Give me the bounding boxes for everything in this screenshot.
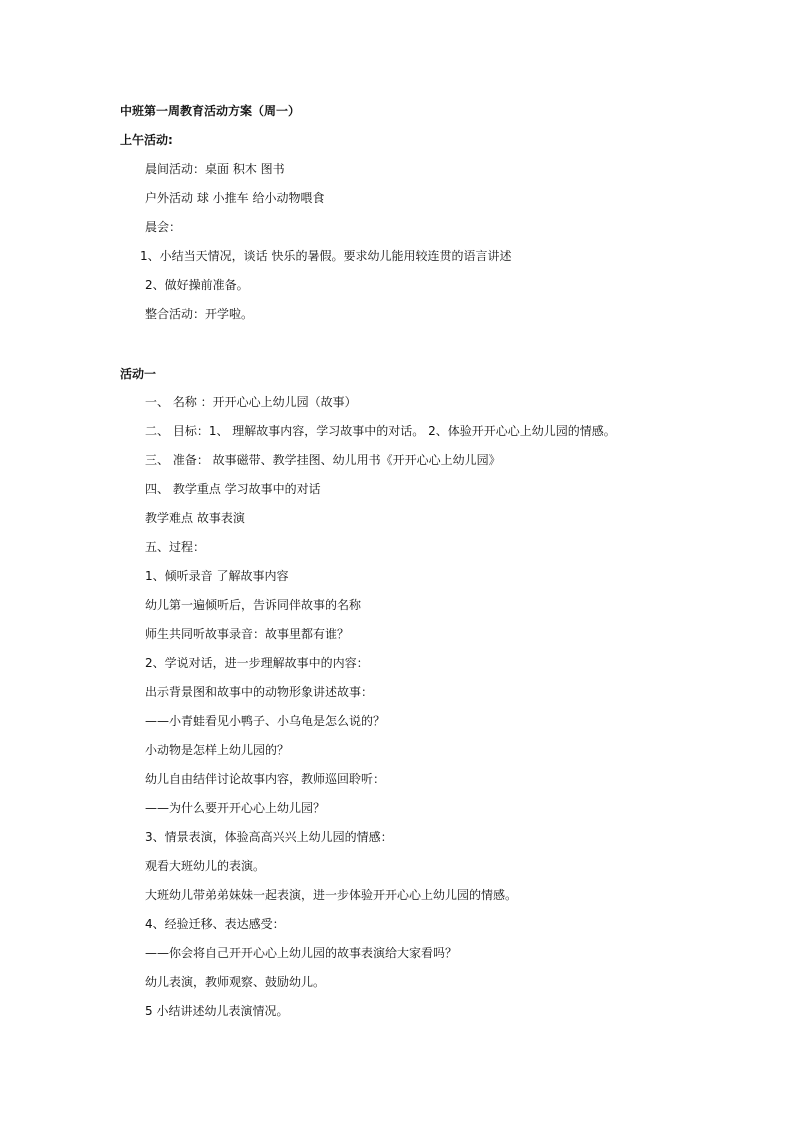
activity-heading: 活动一 xyxy=(120,367,157,381)
process-step: 5 小结讲述幼儿表演情况。 xyxy=(145,1004,289,1018)
process-step: 小动物是怎样上幼儿园的？ xyxy=(145,743,290,757)
process-step: 幼儿自由结伴讨论故事内容，教师巡回聆听： xyxy=(145,772,386,786)
integrated-activity-line: 整合活动：开学啦。 xyxy=(145,307,254,321)
activity-name-line: 一、 名称 ：开开心心上幼儿园（故事） xyxy=(145,395,357,409)
process-step: 幼儿第一遍倾听后，告诉同伴故事的名称 xyxy=(145,598,362,612)
document-title: 中班第一周教育活动方案（周一） xyxy=(120,104,301,118)
process-step: ——你会将自己开开心心上幼儿园的故事表演给大家看吗？ xyxy=(145,946,458,960)
process-step: ——小青蛙看见小鸭子、小乌龟是怎么说的？ xyxy=(145,714,386,728)
process-step: 2、学说对话，进一步理解故事中的内容： xyxy=(145,656,369,670)
process-step: 幼儿表演，教师观察、鼓励幼儿。 xyxy=(145,975,326,989)
process-step: 出示背景图和故事中的动物形象讲述故事： xyxy=(145,685,374,699)
morning-meeting-item-2: 2、做好操前准备。 xyxy=(145,278,249,292)
process-step: 大班幼儿带弟弟妹妹一起表演，进一步体验开开心心上幼儿园的情感。 xyxy=(145,888,518,902)
morning-heading: 上午活动: xyxy=(120,133,173,147)
activity-difficulty-line: 教学难点 故事表演 xyxy=(145,511,245,525)
activity-goals-line: 二、 目标：1、 理解故事内容，学习故事中的对话。 2、体验开开心心上幼儿园的情感。 xyxy=(145,424,616,438)
process-step: 观看大班幼儿的表演。 xyxy=(145,859,266,873)
process-step: 师生共同听故事录音：故事里都有谁？ xyxy=(145,627,350,641)
morning-meeting-line: 晨会： xyxy=(145,220,182,234)
early-activity-line: 晨间活动：桌面 积木 图书 xyxy=(145,162,285,176)
process-step: 1、倾听录音 了解故事内容 xyxy=(145,569,289,583)
process-step: 4、经验迁移、表达感受： xyxy=(145,917,285,931)
process-heading: 五、过程： xyxy=(145,540,206,554)
activity-preparation-line: 三、 准备： 故事磁带、教学挂图、幼儿用书《开开心心上幼儿园》 xyxy=(145,453,501,467)
morning-meeting-item-1: 1、小结当天情况，谈话 快乐的暑假。要求幼儿能用较连贯的语言讲述 xyxy=(140,249,512,263)
process-step: 3、情景表演，体验高高兴兴上幼儿园的情感： xyxy=(145,830,393,844)
outdoor-activity-line: 户外活动 球 小推车 给小动物喂食 xyxy=(145,191,325,205)
process-step: ——为什么要开开心心上幼儿园？ xyxy=(145,801,326,815)
activity-key-point-line: 四、 教学重点 学习故事中的对话 xyxy=(145,482,321,496)
